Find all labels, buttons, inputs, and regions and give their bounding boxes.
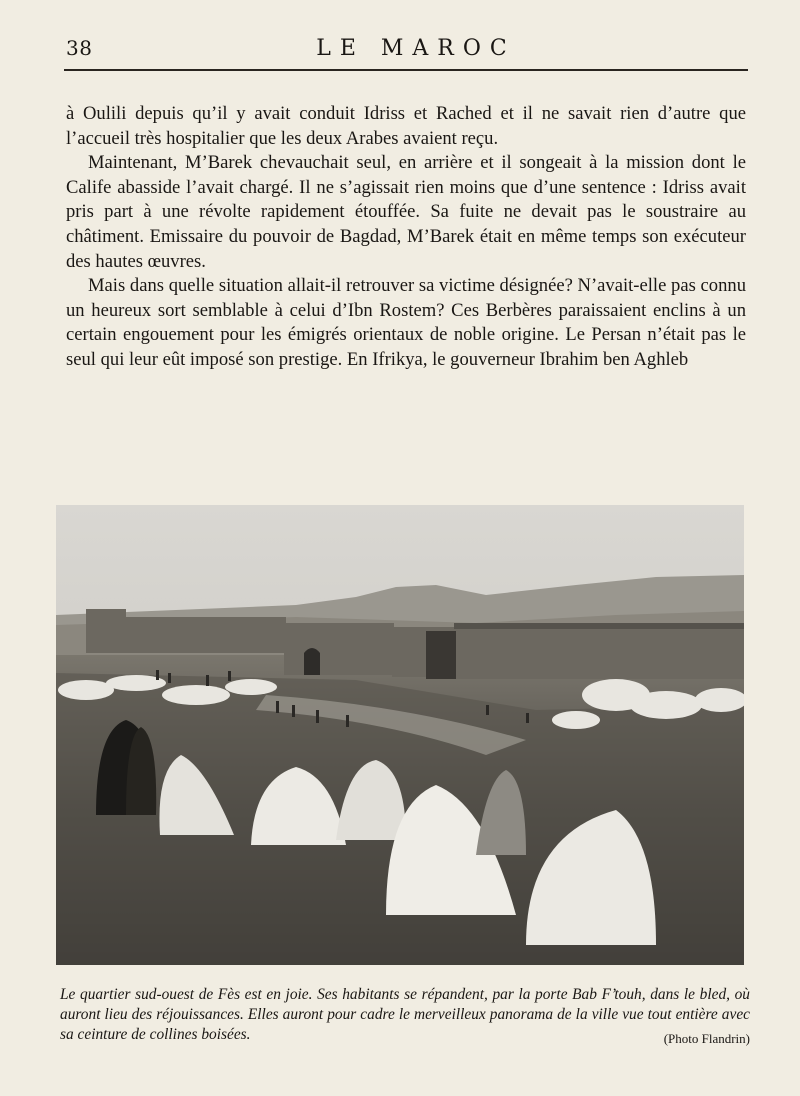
gate-tower-shadow: [426, 631, 456, 679]
header-rule: [64, 69, 748, 71]
photo-illustration: [56, 505, 744, 965]
page-header: [64, 34, 748, 70]
paragraph-3: Mais dans quelle situation allait-il retrouver sa victime désignée? N’avait-elle pas connu un heureux sort semblable à celui d’Ibn Rostem? Ces Berbères paraissaient enclins à un certain engouement pour les émigrés orientaux de noble origine. Le Persan n’était pas le seul qui leur eût imposé son prestige. En Ifrikya, le gouverneur Ibrahim ben Aghleb: [66, 275, 746, 370]
photograph: [56, 505, 744, 965]
running-title: LE MAROC: [316, 36, 516, 61]
paragraph-1: à Oulili depuis qu’il y avait conduit Idriss et Rached et il ne savait rien d’autre que l’accueil très hospitalier que les deux Arabes avaient reçu.: [66, 103, 746, 149]
paragraph-2: Maintenant, M’Barek chevauchait seul, en arrière et il songeait à la mission dont le Calife abasside l’avait chargé. Il ne s’agissait rien moins que d’une sentence : Idriss avait pris part à une révolte rapidement étouffée. Sa fuite ne devait pas le soustraire au châtiment. Emissaire du pouvoir de Bagdad, M’Barek était en même temps son exécuteur des hautes œuvres.: [66, 152, 746, 272]
photo-caption: [60, 985, 750, 1049]
body-text: [66, 102, 746, 373]
bab-ftouh-gate: [304, 648, 320, 675]
wall-crenellations: [454, 623, 744, 629]
photo-credit: (Photo Flandrin): [663, 1031, 750, 1046]
caption-text: Le quartier sud-ouest de Fès est en joie. Ses habitants se répandent, par la porte Bab F’touh, dans le bled, où auront lieu des réjouissances. Elles auront pour cadre le merveilleux panorama de la ville vue tout entière avec sa ceinture de collines boisées.: [60, 986, 750, 1043]
page-number: 38: [66, 36, 93, 60]
